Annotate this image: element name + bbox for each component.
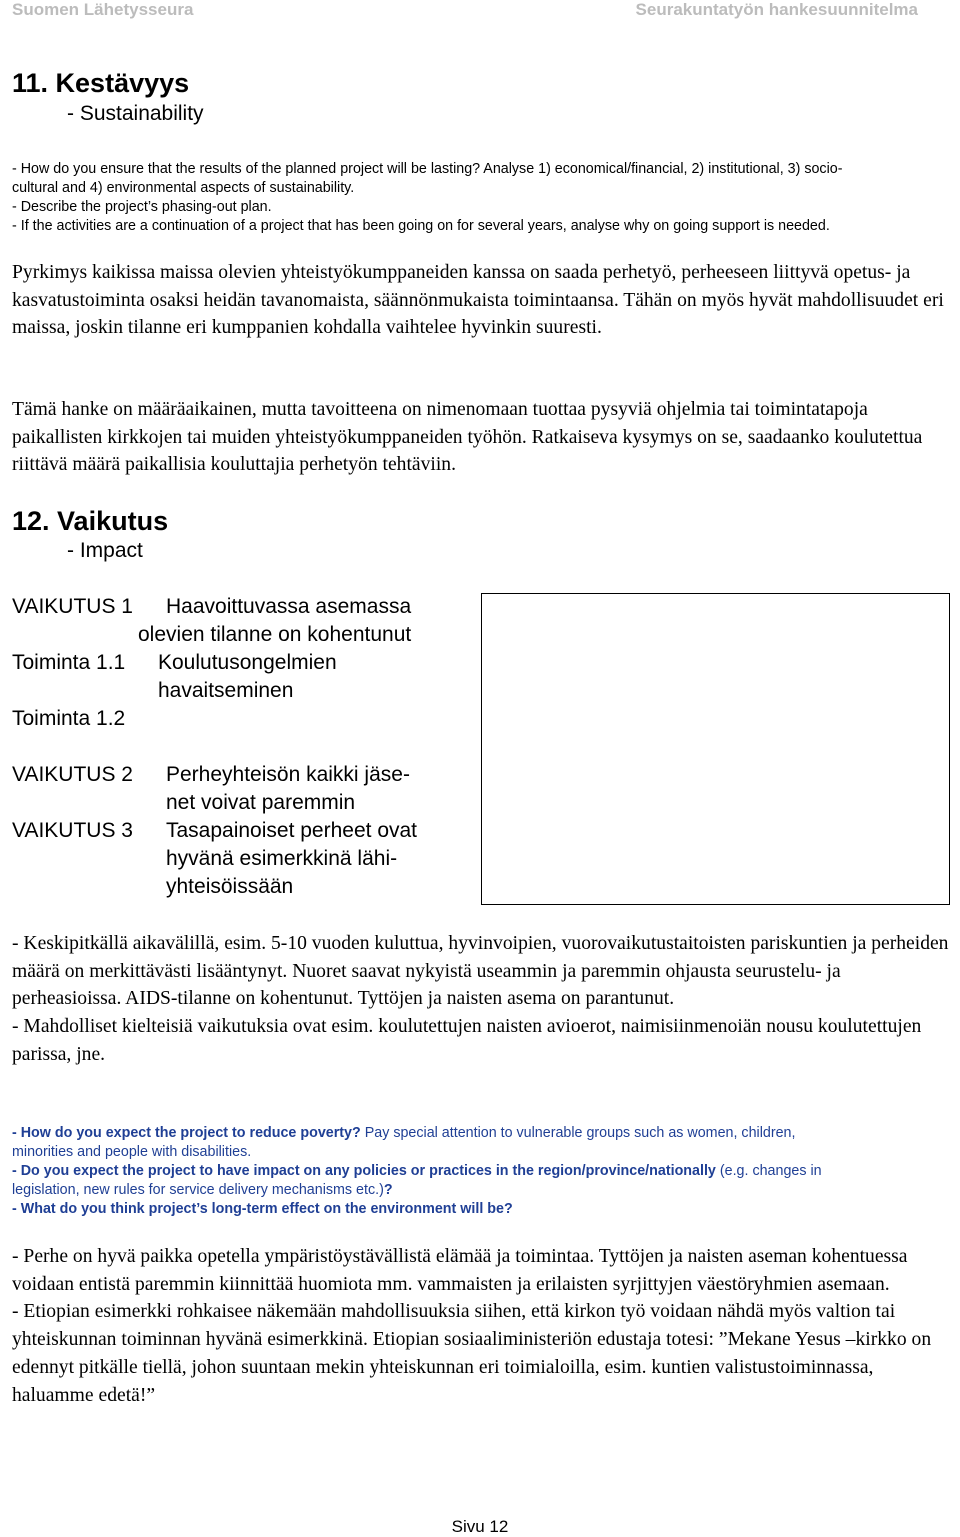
impact-table [12,593,477,901]
impact-row-continuation [12,677,477,705]
section-11-guidance [12,160,947,236]
impact-value: olevien tilanne on kohentunut [138,623,412,646]
guidance-question-environment: - What do you think project’s long-term effect on the environment will be? [12,1201,513,1217]
page-number: Sivu 12 [451,1517,509,1536]
section-11-subtitle: - Sustainability [67,102,204,125]
family-paragraph: - Perhe on hyvä paikka opetella ympäristöystävällistä elämää ja toimintaa. Tyttöjen ja naisten aseman kohentuessa voidaan entistä paremmin kiinnittää huomiota mm. vammaisten ja erilaisten syrjittyjen väestöryhmien asemaan. [12,1246,908,1295]
impact-value: yhteisöissään [166,875,294,898]
impact-value: havaitseminen [158,679,294,702]
section-12-title: 12. Vaikutus [12,506,169,536]
guidance-line: - Describe the project’s phasing-out plan. [12,199,272,215]
impact-key: VAIKUTUS 2 [12,763,133,786]
guidance-line: - How do you ensure that the results of the planned project will be lasting? Analyse 1) economical/financial, 2) institutional, 3) socio- [12,161,843,177]
impact-value: Koulutusongelmien [158,651,337,674]
guidance-question-policies: - Do you expect the project to have impact on any policies or practices in the region/province/nationally (e.g. changes in [12,1163,822,1179]
impact-value: Tasapainoiset perheet ovat [166,819,418,842]
negative-effects-paragraph: - Mahdolliset kielteisiä vaikutuksia ovat esim. koulutettujen naisten avioerot, naimisiinmenoiän nousu koulutettujen parissa, jne. [12,1016,922,1065]
section-12-guidance [12,1124,947,1219]
section-12-environment [12,1243,952,1409]
impact-value: Perheyhteisön kaikki jäse- [166,763,410,786]
impact-row-vaikutus-2 [12,761,477,789]
impact-value: hyvänä esimerkkinä lähi- [166,847,398,870]
impact-row-vaikutus-1 [12,593,477,621]
guidance-question-poverty: - How do you expect the project to reduce poverty? Pay special attention to vulnerable groups such as women, children, [12,1125,796,1141]
impact-row-continuation [12,621,477,649]
impact-key: VAIKUTUS 1 [12,595,133,618]
impact-row-vaikutus-3 [12,817,477,845]
impact-row-continuation [12,873,477,901]
section-11-paragraph-1: Pyrkimys kaikissa maissa olevien yhteistyökumppaneiden kanssa on saada perhetyö, perheeseen liittyvä opetus- ja kasvatustoiminta osaksi heidän tavanomaista, säännönmukaista toimintaansa. Tähän on myös hyvät mahdollisuudet eri maissa, joskin tilanne eri kumppanien kohdalla vaihtelee hyvinkin suuresti. [12,262,944,339]
header-document-title: Seurakuntatyön hankesuunnitelma [635,0,918,19]
impact-key: Toiminta 1.1 [12,651,126,674]
impact-value: net voivat paremmin [166,791,356,814]
effects-paragraph: - Keskipitkällä aikavälillä, esim. 5-10 vuoden kuluttua, hyvinvoipien, vuorovaikutustaitoisten pariskuntien ja perheiden määrä on merkittävästi lisääntynyt. Nuoret saavat nykyistä useammin ja paremmin ohjausta seurustelu- ja perheasioissa. AIDS-tilanne on kohentunut. Tyttöjen ja naisten asema on parantunut. [12,933,949,1010]
section-12-effects [12,930,952,1069]
impact-row-continuation [12,789,477,817]
section-11-title: 11. Kestävyys [12,68,190,98]
section-12-subtitle: - Impact [67,539,143,562]
impact-row-continuation [12,845,477,873]
section-11-paragraph-2: Tämä hanke on määräaikainen, mutta tavoitteena on nimenomaan tuottaa pysyviä ohjelmia tai toimintatapoja paikallisten kirkkojen tai muiden yhteistyökumppaneiden työhön. Ratkaiseva kysymys on se, saadaanko koulutettua riittävä määrä paikallisia kouluttajia perhetyön tehtäviin. [12,399,923,476]
header-org-name: Suomen Lähetysseura [12,0,194,19]
guidance-line: - If the activities are a continuation of a project that has been going on for several years, analyse why on going support is needed. [12,218,830,234]
impact-key: VAIKUTUS 3 [12,819,133,842]
impact-value: Haavoittuvassa asemassa [166,595,412,618]
guidance-line: cultural and 4) environmental aspects of sustainability. [12,180,355,196]
guidance-line: minorities and people with disabilities. [12,1144,252,1160]
impact-row-toiminta-1-1 [12,649,477,677]
ethiopia-paragraph: - Etiopian esimerkki rohkaisee näkemään mahdollisuuksia siihen, että kirkon työ voidaan nähdä myös valtion tai yhteiskunnan toiminnan hyvänä esimerkkinä. Etiopian sosiaaliministeriön edustaja totesi: ”Mekane Yesus –kirkko on edennyt pitkälle tiellä, johon suuntaan mekin yhteiskunnan eri toimialoilla, esim. kuntien valistustoiminnassa, haluamme edetä!” [12,1301,932,1406]
impact-row-toiminta-1-2 [12,705,477,733]
impact-empty-box [481,593,950,905]
impact-key: Toiminta 1.2 [12,707,126,730]
guidance-line: legislation, new rules for service delivery mechanisms etc.)? [12,1182,393,1198]
